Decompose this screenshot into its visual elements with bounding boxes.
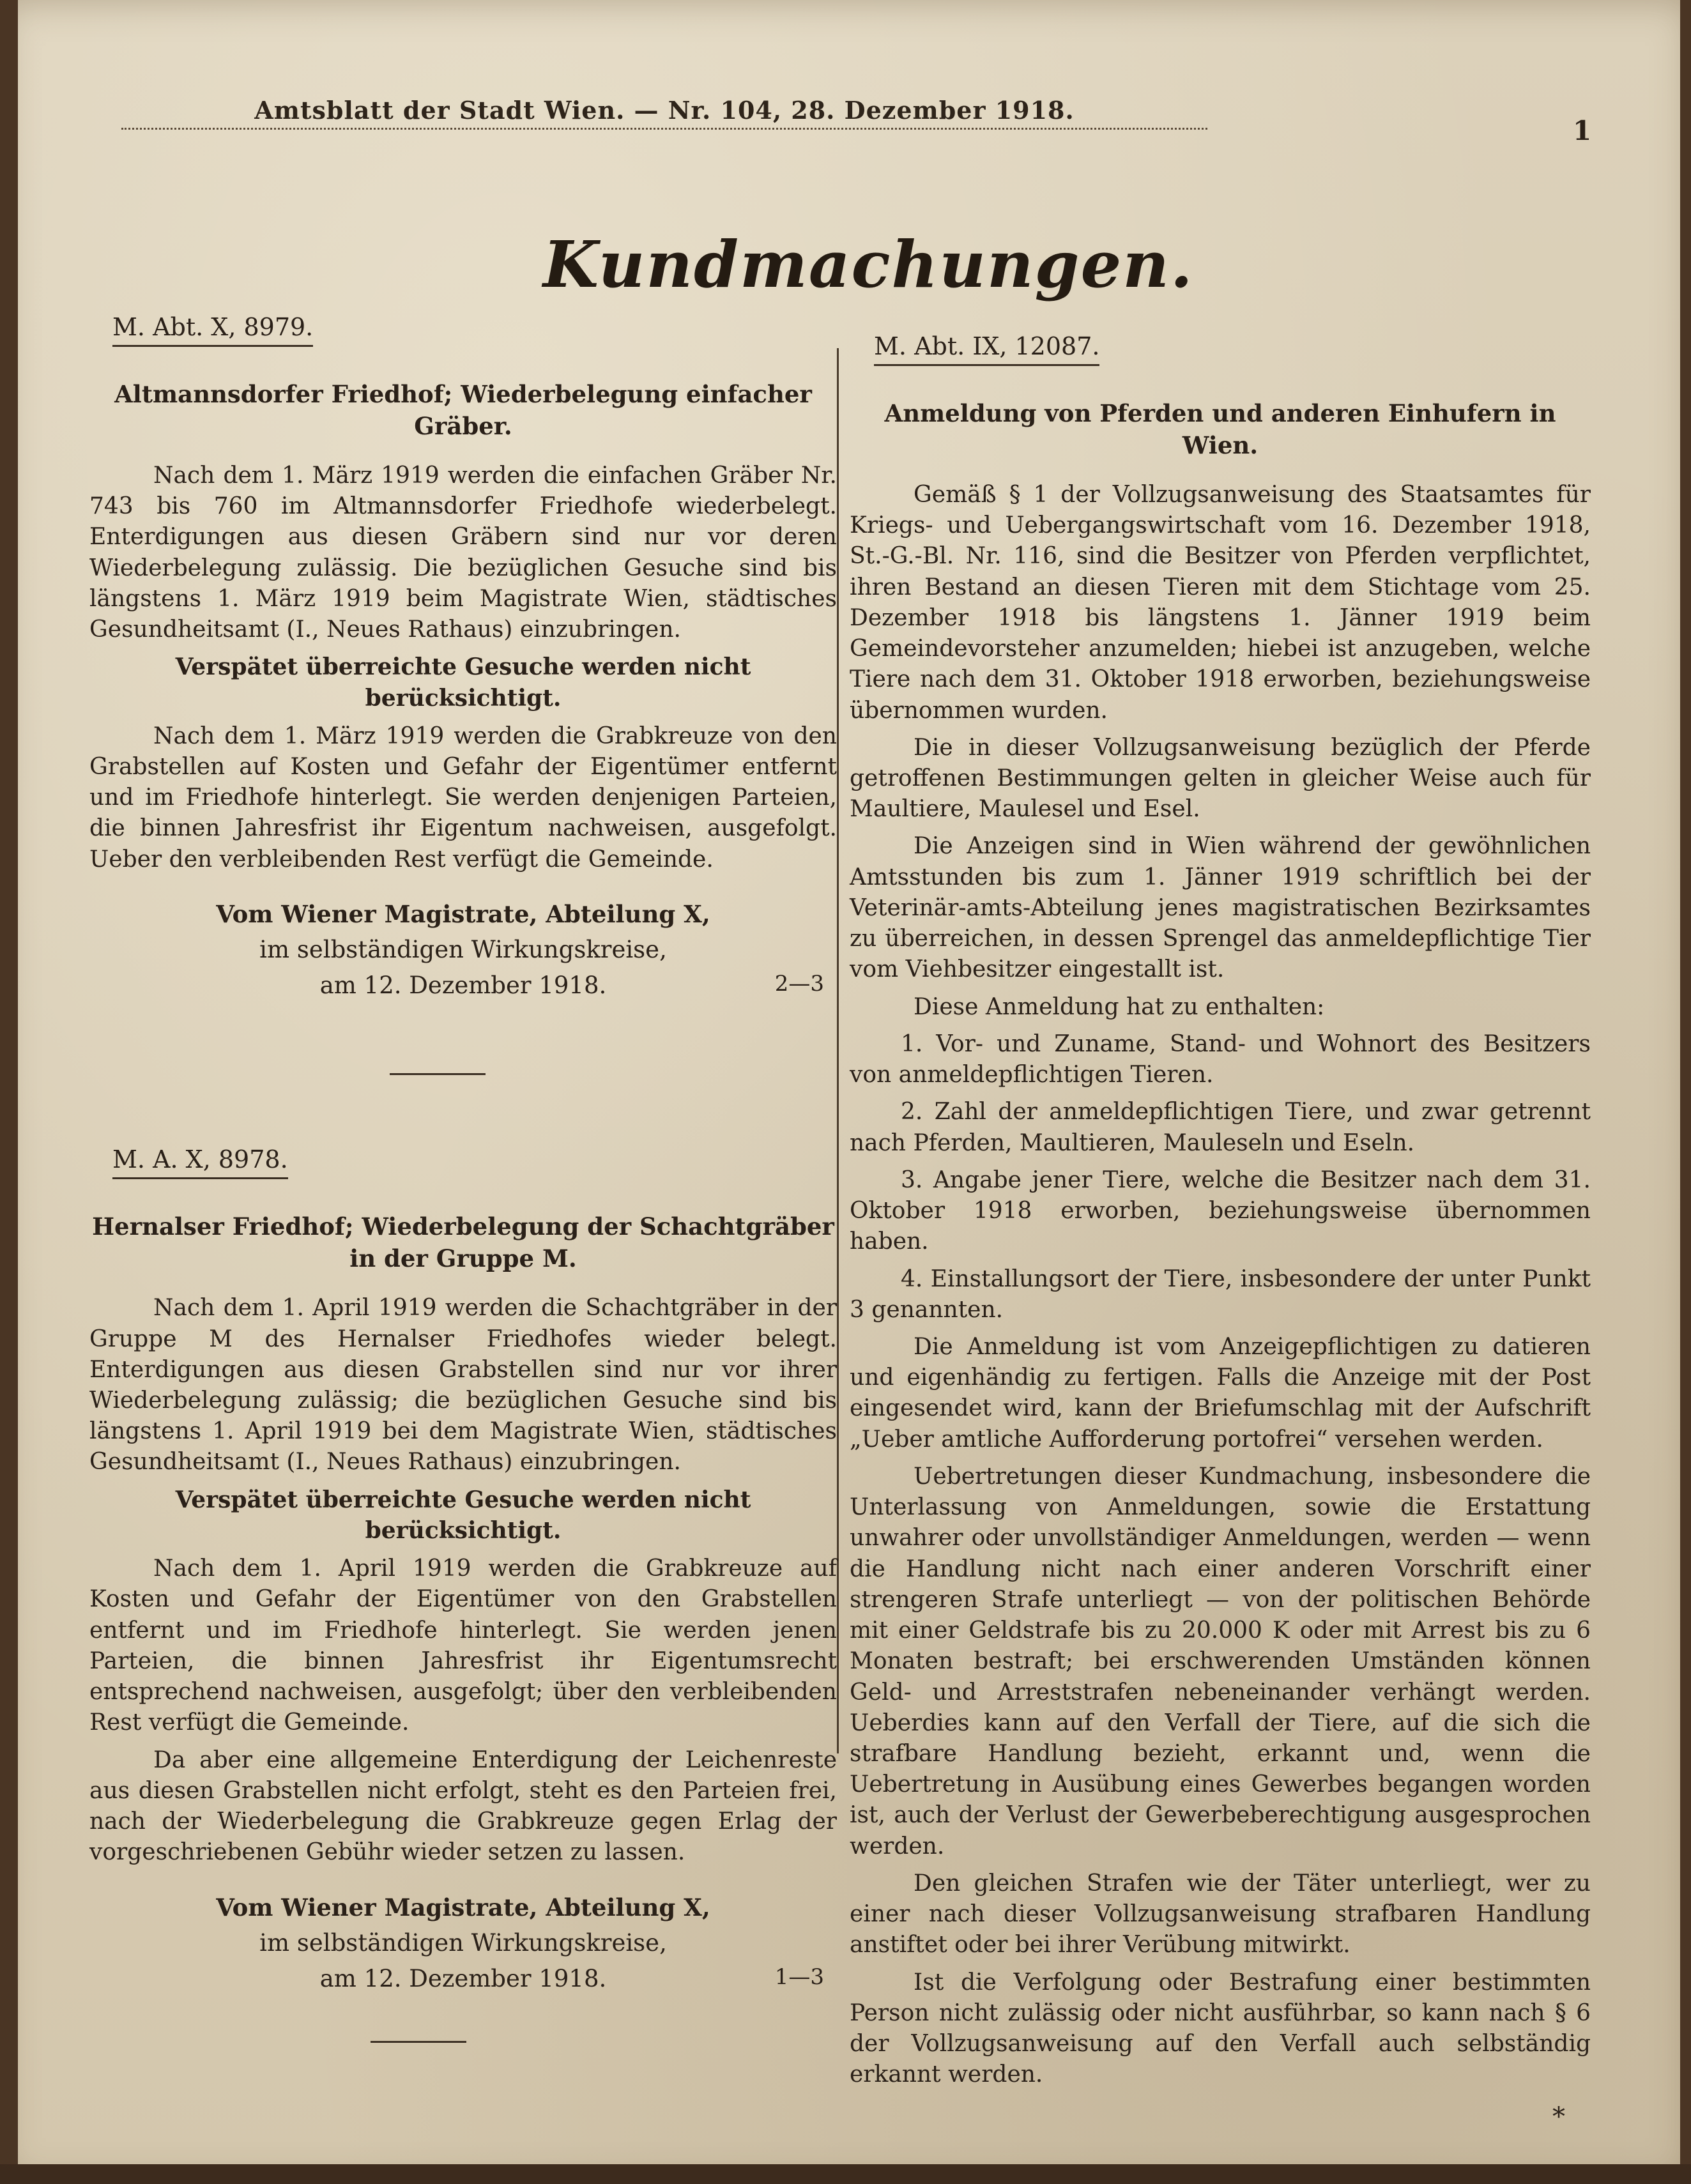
page-number: 1 xyxy=(1573,115,1592,146)
paragraph: Nach dem 1. April 1919 werden die Grabkreuze auf Kosten und Gefahr der Eigentümer von den Grabstellen entfernt und im Friedhofe hinterlegt. Sie werden jenen Parteien, die binnen Jahresfrist ihr Eigentumsrecht entsprechend nachweisen, ausgefolgt; über den verbleibenden Rest verfügt die Gemeinde. xyxy=(89,1555,837,1736)
notice-heading: Altmannsdorfer Friedhof; Wiederbelegung einfacher Gräber. xyxy=(114,380,812,440)
list-item: 4. Einstallungsort der Tiere, insbesondere der unter Punkt 3 genannten. xyxy=(850,1265,1591,1323)
list-item: 2. Zahl der anmeldepflichtigen Tiere, und zwar getrennt nach Pferden, Maultieren, Mauleseln und Eseln. xyxy=(850,1099,1591,1156)
list-item: 3. Angabe jener Tiere, welche die Besitzer nach dem 31. Oktober 1918 erworben, beziehungsweise übernommen haben. xyxy=(850,1166,1591,1255)
paragraph: Den gleichen Strafen wie der Täter unterliegt, wer zu einer nach dieser Vollzugsanweisung strafbaren Handlung anstiftet oder bei ihrer Verübung mitwirkt. xyxy=(850,1870,1591,1959)
paragraph: Ist die Verfolgung oder Bestrafung einer bestimmten Person nicht zulässig oder nicht ausführbar, so kann nach § 6 der Vollzugsanweisung auf den Verfall auch selbständig erkannt werden. xyxy=(850,1969,1591,2088)
scan-edge-left xyxy=(0,0,18,2184)
running-header: Amtsblatt der Stadt Wien. — Nr. 104, 28. Dezember 1918. xyxy=(254,96,1075,125)
notice-altmannsdorf xyxy=(89,313,837,1003)
signature-block xyxy=(89,1890,837,1997)
signature-date: am 12. Dezember 1918. xyxy=(319,971,607,999)
notice-heading: Hernalser Friedhof; Wiederbelegung der Schachtgräber in der Gruppe M. xyxy=(92,1212,834,1273)
right-column xyxy=(850,332,1591,2132)
page-title: Kundmachungen. xyxy=(543,227,1194,302)
left-column xyxy=(89,313,837,2043)
signature-block xyxy=(89,897,837,1004)
paragraph: Die Anzeigen sind in Wien während der gewöhnlichen Amtsstunden bis zum 1. Jänner 1919 schriftlich bei der Veterinär-amts-Abteilung jenes magistratischen Bezirksamtes zu überreichen, in dessen Sprengel das anmeldepflichtige Tier vom Viehbesitzer eingestallt ist. xyxy=(850,833,1591,983)
notice-reference: M. A. X, 8978. xyxy=(112,1145,288,1179)
bold-notice: Verspätet überreichte Gesuche werden nicht berücksichtigt. xyxy=(175,1486,751,1544)
signature-date: am 12. Dezember 1918. xyxy=(319,1964,607,1992)
sequence-number: 2—3 xyxy=(774,970,824,997)
paragraph: Die in dieser Vollzugsanweisung bezüglich der Pferde getroffenen Bestimmungen gelten in gleicher Weise auch für Maultiere, Maulesel und Esel. xyxy=(850,734,1591,823)
section-separator xyxy=(390,1073,486,1075)
paragraph: Nach dem 1. März 1919 werden die einfachen Gräber Nr. 743 bis 760 im Altmannsdorfer Friedhofe wiederbelegt. Enterdigungen aus diesen Gräbern sind nur vor deren Wiederbelegung zulässig. Die bezüglichen Gesuche sind bis längstens 1. März 1919 beim Magistrate Wien, städtisches Gesundheitsamt (I., Neues Rathaus) einzubringen. xyxy=(89,462,837,643)
notice-reference: M. Abt. IX, 12087. xyxy=(874,332,1099,366)
notice-heading: Anmeldung von Pferden und anderen Einhufern in Wien. xyxy=(884,399,1556,459)
paragraph: Nach dem 1. März 1919 werden die Grabkreuze von den Grabstellen auf Kosten und Gefahr der Eigentümer entfernt und im Friedhofe hinterlegt. Sie werden denjenigen Parteien, die binnen Jahresfrist ihr Eigentum nachweisen, ausgefolgt. Ueber den verbleibenden Rest verfügt die Gemeinde. xyxy=(89,722,837,873)
paragraph: Da aber eine allgemeine Enterdigung der Leichenreste aus diesen Grabstellen nicht erfolgt, steht es den Parteien frei, nach der Wiederbelegung die Grabkreuze gegen Erlag der vorgeschriebenen Gebühr wieder setzen zu lassen. xyxy=(89,1746,837,1866)
column-divider xyxy=(837,348,839,1753)
paragraph: Uebertretungen dieser Kundmachung, insbesondere die Unterlassung von Anmeldungen, sowie die Erstattung unwahrer oder unvollständiger Anmeldungen, werden — wenn die Handlung nicht nach einer anderen Vorschrift einer strengeren Strafe unterliegt — von der politischen Behörde mit einer Geldstrafe bis zu 20.000 K oder mit Arrest bis zu 6 Monaten bestraft; bei erschwerenden Umständen können Geld- und Arreststrafen nebeneinander verhängt werden. Ueberdies kann auf den Verfall der Tiere, auf die sich die strafbare Handlung bezieht, erkannt und, wenn die Uebertretung in Ausübung eines Gewerbes begangen worden ist, auch der Verlust der Gewerbeberechtigung ausgesprochen werden. xyxy=(850,1463,1591,1859)
bold-notice: Verspätet überreichte Gesuche werden nicht berücksichtigt. xyxy=(175,653,751,712)
section-separator xyxy=(371,2041,466,2043)
signature-scope: im selbständigen Wirkungskreise, xyxy=(259,936,667,964)
notice-hernals xyxy=(89,1145,837,2043)
list-item: 1. Vor- und Zuname, Stand- und Wohnort des Besitzers von anmeldepflichtigen Tieren. xyxy=(850,1030,1591,1088)
scan-edge-bottom xyxy=(0,2164,1691,2184)
signature-scope: im selbständigen Wirkungskreise, xyxy=(259,1929,667,1957)
scan-edge-right xyxy=(1680,0,1691,2184)
requirements-list xyxy=(850,1029,1591,1325)
end-mark: * xyxy=(1552,2102,1565,2132)
paragraph: Nach dem 1. April 1919 werden die Schachtgräber in der Gruppe M des Hernalser Friedhofes wieder belegt. Enterdigungen aus diesen Grabstellen sind nur vor ihrer Wiederbelegung zulässig; die bezüglichen Gesuche sind bis längstens 1. April 1919 bei dem Magistrate Wien, städtisches Gesundheitsamt (I., Neues Rathaus) einzubringen. xyxy=(89,1295,837,1476)
sequence-number: 1—3 xyxy=(774,1964,824,1990)
paragraph: Die Anmeldung ist vom Anzeigepflichtigen zu datieren und eigenhändig zu fertigen. Falls die Anzeige mit der Post eingesendet wird, kann der Briefumschlag mit der Aufschrift „Ueber amtliche Aufforderung portofrei“ versehen werden. xyxy=(850,1333,1591,1453)
signature-date-row xyxy=(89,968,837,1004)
paragraph: Gemäß § 1 der Vollzugsanweisung des Staatsamtes für Kriegs- und Uebergangswirtschaft vom 16. Dezember 1918, St.-G.-Bl. Nr. 116, sind die Besitzer von Pferden verpflichtet, ihren Bestand an diesen Tieren mit dem Stichtage vom 25. Dezember 1918 bis längstens 1. Jänner 1919 beim Gemeindevorsteher anzumelden; hiebei ist anzugeben, welche Tiere nach dem 31. Oktober 1918 erworben, beziehungsweise übernommen wurden. xyxy=(850,481,1591,724)
paragraph: Diese Anmeldung hat zu enthalten: xyxy=(914,993,1325,1020)
signature-date-row xyxy=(89,1961,837,1997)
signature-authority: Vom Wiener Magistrate, Abteilung X, xyxy=(216,899,710,928)
signature-authority: Vom Wiener Magistrate, Abteilung X, xyxy=(216,1893,710,1921)
notice-reference: M. Abt. X, 8979. xyxy=(112,313,313,347)
header-rule xyxy=(121,128,1207,130)
